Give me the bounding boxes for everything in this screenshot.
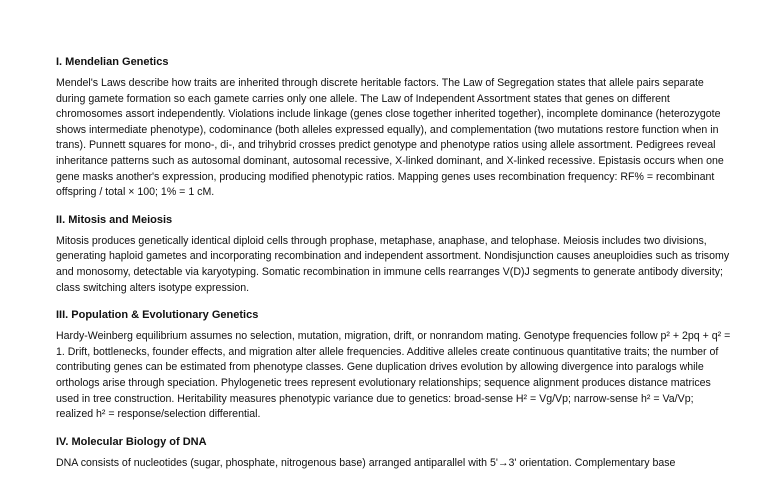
section-heading-mendelian-genetics: I. Mendelian Genetics [56, 56, 169, 68]
section-heading-molecular-biology: IV. Molecular Biology of DNA [56, 435, 207, 448]
section-body-population-genetics: Hardy-Weinberg equilibrium assumes no selection, mutation, migration, drift, or nonrandom mating. Genotype frequencies follow p² + 2pq + q² = 1. Drift, bottlenecks, founder effects, and migration alter allele frequencies. Additive alleles create continuous quantitative traits; the number of contributing genes can be estimated from phenotype classes. Gene duplication drives evolution by allowing divergence into paralogs while orthologs arise through speciation. Phylogenetic trees represent evolutionary relationships; sequence alignment produces distance matrices used in tree construction. Heritability measures phenotypic variance due to genetics: broad-sense H² = Vg/Vp; narrow-sense h² = Va/Vp; realized h² = response/selection differential. [56, 330, 731, 421]
section-heading-population-genetics: III. Population & Evolutionary Genetics [56, 309, 259, 322]
section-body-molecular-biology: DNA consists of nucleotides (sugar, phosphate, nitrogenous base) arranged antiparallel with 5'→3' orientation. Complementary base [56, 456, 676, 469]
section-heading-mitosis-meiosis: II. Mitosis and Meiosis [56, 213, 173, 226]
document-content [56, 55, 732, 483]
section-body-mitosis-meiosis: Mitosis produces genetically identical diploid cells through prophase, metaphase, anaphase, and telophase. Meiosis includes two divisions, generating haploid gametes and incorporating recombination and independent assortment. Nondisjunction causes aneuploidies such as trisomy and monosomy, detectable via karyotyping. Somatic recombination in immune cells rearranges V(D)J segments to generate antibody diversity; class switching alters isotype expression. [56, 234, 730, 294]
section-body-mendelian-genetics: Mendel's Laws describe how traits are inherited through discrete heritable factors. The Law of Segregation states that allele pairs separate during gamete formation so each gamete carries only one allele. The Law of Independent Assortment states that genes on different chromosomes assort independently. Violations include linkage (genes close together inherited together), incomplete dominance (heterozygote shows intermediate phenotype), codominance (both alleles expressed equally), and complementation (two mutations restore function when in trans). Punnett squares for mono-, di-, and trihybrid crosses predict genotype and phenotype ratios using allele assortment. Pedigrees reveal inheritance patterns such as autosomal dominant, autosomal recessive, X-linked dominant, and X-linked recessive. Epistasis occurs when one gene masks another's expression, producing modified phenotypic ratios. Mapping genes uses recombination frequency: RF% = recombinant offspring / total × 100; 1% = 1 cM. [56, 77, 724, 199]
